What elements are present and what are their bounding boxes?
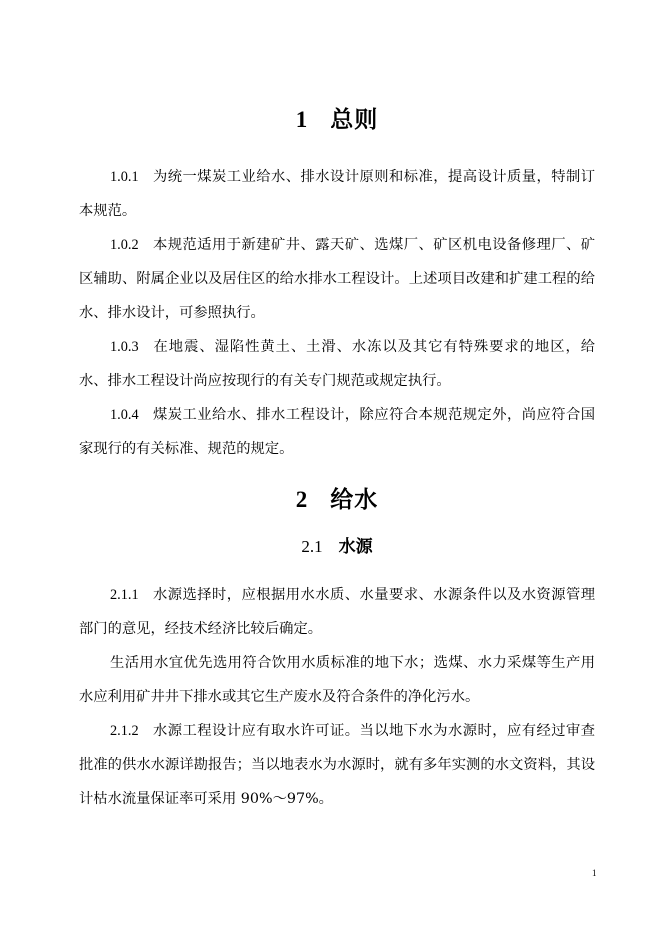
paragraph xyxy=(79,160,595,228)
clause-number: 2.1.2 xyxy=(110,723,139,739)
paragraph xyxy=(79,714,595,816)
chapter-number: 2 xyxy=(295,487,309,512)
paragraph-text: 为统一煤炭工业给水、排水设计原则和标准，提高设计质量，特制订本规范。 xyxy=(79,169,595,219)
chapter-heading-1 xyxy=(79,100,595,140)
paragraph-text: 本规范适用于新建矿井、露天矿、选煤厂、矿区机电设备修理厂、矿区辅助、附属企业以及居住区的给水排水工程设计。上述项目改建和扩建工程的给水、排水设计，可参照执行。 xyxy=(79,237,595,321)
paragraph-text: 水源工程设计应有取水许可证。当以地下水为水源时，应有经过审查批准的供水水源详勘报告；当以地表水为水源时，就有多年实测的水文资料，其设计枯水流量保证率可采用 90%～97%。 xyxy=(79,723,595,807)
paragraph xyxy=(79,578,595,646)
paragraph-text: 水源选择时，应根据用水水质、水量要求、水源条件以及水资源管理部门的意见，经技术经济比较后确定。 xyxy=(79,587,595,637)
section-number: 2.1 xyxy=(301,537,323,556)
page-content xyxy=(79,100,595,816)
clause-number: 1.0.4 xyxy=(110,407,139,423)
paragraph-text: 煤炭工业给水、排水工程设计，除应符合本规范规定外，尚应符合国家现行的有关标准、规范的规定。 xyxy=(79,407,595,457)
paragraph xyxy=(79,646,595,714)
section-title: 水源 xyxy=(338,537,373,557)
paragraph-text: 在地震、湿陷性黄土、土滑、水冻以及其它有特殊要求的地区，给水、排水工程设计尚应按现行的有关专门规范或规定执行。 xyxy=(79,339,595,389)
section-heading xyxy=(79,532,595,562)
clause-number: 1.0.1 xyxy=(110,169,139,185)
chapter-number: 1 xyxy=(295,107,309,132)
clause-number: 1.0.2 xyxy=(110,237,139,253)
paragraph xyxy=(79,398,595,466)
paragraph xyxy=(79,330,595,398)
clause-number: 1.0.3 xyxy=(110,339,139,355)
chapter-title: 给水 xyxy=(330,486,379,513)
paragraph xyxy=(79,228,595,330)
chapter-title: 总则 xyxy=(330,106,379,133)
page-number: 1 xyxy=(592,868,597,878)
clause-number: 2.1.1 xyxy=(110,587,139,603)
chapter-heading-2 xyxy=(79,480,595,520)
paragraph-text: 生活用水宜优先选用符合饮用水质标准的地下水；选煤、水力采煤等生产用水应利用矿井井下排水或其它生产废水及符合条件的净化污水。 xyxy=(79,655,595,705)
